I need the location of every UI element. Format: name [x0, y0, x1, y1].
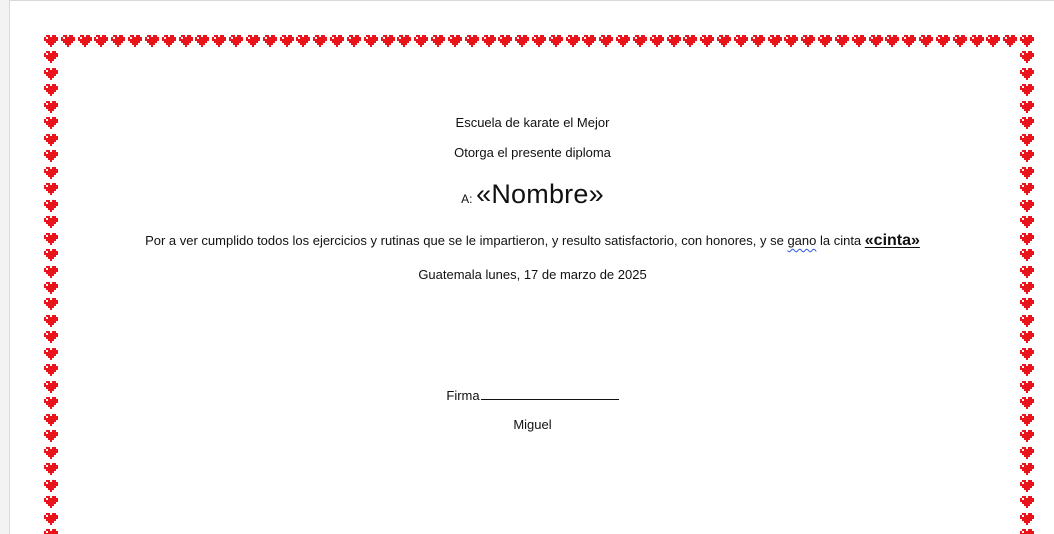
- pixel-heart-icon: [936, 34, 950, 48]
- pixel-heart-icon: [280, 34, 294, 48]
- pixel-heart-icon: [162, 34, 176, 48]
- recipient-prefix: A:: [461, 192, 473, 206]
- pixel-heart-icon: [633, 34, 647, 48]
- pixel-heart-icon: [44, 446, 58, 460]
- pixel-heart-icon: [44, 528, 58, 534]
- pixel-heart-icon: [313, 34, 327, 48]
- pixel-heart-icon: [465, 34, 479, 48]
- pixel-heart-icon: [1003, 34, 1017, 48]
- pixel-heart-icon: [919, 34, 933, 48]
- belt-merge-field[interactable]: «cinta»: [864, 232, 920, 249]
- spelling-flagged-word[interactable]: gano: [787, 233, 817, 248]
- pixel-heart-icon: [482, 34, 496, 48]
- pixel-heart-icon: [1020, 330, 1034, 344]
- pixel-heart-icon: [784, 34, 798, 48]
- pixel-heart-icon: [44, 100, 58, 114]
- recipient-line: [10, 177, 1054, 216]
- pixel-heart-icon: [44, 314, 58, 328]
- pixel-heart-icon: [852, 34, 866, 48]
- pixel-heart-icon: [1020, 363, 1034, 377]
- pixel-heart-icon: [431, 34, 445, 48]
- pixel-heart-icon: [44, 281, 58, 295]
- pixel-heart-icon: [229, 34, 243, 48]
- pixel-heart-icon: [347, 34, 361, 48]
- pixel-heart-icon: [414, 34, 428, 48]
- pixel-heart-icon: [1020, 314, 1034, 328]
- signature-blank: [481, 387, 619, 400]
- pixel-heart-icon: [179, 34, 193, 48]
- pixel-heart-icon: [44, 462, 58, 476]
- pixel-heart-icon: [1020, 83, 1034, 97]
- pixel-heart-icon: [44, 50, 58, 64]
- pixel-heart-icon: [801, 34, 815, 48]
- pixel-heart-icon: [44, 479, 58, 493]
- date-line: Guatemala lunes, 17 de marzo de 2025: [418, 267, 647, 282]
- signature-line: [10, 387, 1054, 404]
- pixel-heart-icon: [515, 34, 529, 48]
- pixel-heart-icon: [768, 34, 782, 48]
- pixel-heart-icon: [1020, 528, 1034, 534]
- pixel-heart-icon: [549, 34, 563, 48]
- pixel-heart-icon: [1020, 281, 1034, 295]
- pixel-heart-icon: [1020, 67, 1034, 81]
- pixel-heart-icon: [78, 34, 92, 48]
- pixel-heart-icon: [195, 34, 209, 48]
- pixel-heart-icon: [1020, 512, 1034, 526]
- pixel-heart-icon: [599, 34, 613, 48]
- pixel-heart-icon: [953, 34, 967, 48]
- pixel-heart-icon: [734, 34, 748, 48]
- reason-paragraph: [10, 231, 1054, 251]
- pixel-heart-icon: [869, 34, 883, 48]
- pixel-heart-icon: [616, 34, 630, 48]
- pixel-heart-icon: [667, 34, 681, 48]
- pixel-heart-icon: [448, 34, 462, 48]
- document-page[interactable]: [9, 0, 1054, 534]
- pixel-heart-icon: [296, 34, 310, 48]
- pixel-heart-icon: [263, 34, 277, 48]
- pixel-heart-icon: [835, 34, 849, 48]
- pixel-heart-icon: [44, 512, 58, 526]
- pixel-heart-icon: [700, 34, 714, 48]
- pixel-heart-icon: [1020, 100, 1034, 114]
- pixel-heart-icon: [885, 34, 899, 48]
- pixel-heart-icon: [44, 495, 58, 509]
- pixel-heart-icon: [818, 34, 832, 48]
- pixel-heart-icon: [397, 34, 411, 48]
- pixel-heart-icon: [111, 34, 125, 48]
- pixel-heart-icon: [44, 363, 58, 377]
- recipient-merge-field[interactable]: «Nombre»: [476, 179, 604, 209]
- pixel-heart-icon: [145, 34, 159, 48]
- pixel-heart-icon: [902, 34, 916, 48]
- grant-statement: Otorga el presente diploma: [454, 145, 611, 160]
- pixel-heart-icon: [44, 34, 58, 48]
- pixel-heart-icon: [1020, 446, 1034, 460]
- pixel-heart-icon: [1020, 215, 1034, 229]
- pixel-heart-icon: [212, 34, 226, 48]
- reason-text-after: la cinta: [816, 233, 865, 248]
- pixel-heart-icon: [683, 34, 697, 48]
- pixel-heart-icon: [986, 34, 1000, 48]
- pixel-heart-icon: [44, 297, 58, 311]
- pixel-heart-icon: [44, 347, 58, 361]
- pixel-heart-icon: [650, 34, 664, 48]
- pixel-heart-icon: [1020, 347, 1034, 361]
- pixel-heart-icon: [1020, 479, 1034, 493]
- signature-label: Firma: [446, 388, 480, 403]
- reason-text-before: Por a ver cumplido todos los ejercicios y rutinas que se le impartieron, y resulto satisfactorio, con honores, y se: [145, 233, 788, 248]
- pixel-heart-icon: [582, 34, 596, 48]
- pixel-heart-icon: [61, 34, 75, 48]
- signer-name: Miguel: [513, 417, 552, 432]
- pixel-heart-icon: [246, 34, 260, 48]
- pixel-heart-icon: [566, 34, 580, 48]
- pixel-heart-icon: [498, 34, 512, 48]
- pixel-heart-icon: [1020, 297, 1034, 311]
- pixel-heart-icon: [44, 83, 58, 97]
- pixel-heart-icon: [94, 34, 108, 48]
- pixel-heart-icon: [751, 34, 765, 48]
- pixel-heart-icon: [1020, 34, 1034, 48]
- pixel-heart-icon: [970, 34, 984, 48]
- pixel-heart-icon: [532, 34, 546, 48]
- pixel-heart-icon: [330, 34, 344, 48]
- pixel-heart-icon: [44, 330, 58, 344]
- pixel-heart-icon: [1020, 50, 1034, 64]
- pixel-heart-icon: [364, 34, 378, 48]
- pixel-heart-icon: [717, 34, 731, 48]
- pixel-heart-icon: [381, 34, 395, 48]
- pixel-heart-icon: [1020, 495, 1034, 509]
- pixel-heart-icon: [1020, 462, 1034, 476]
- pixel-heart-icon: [44, 215, 58, 229]
- pixel-heart-icon: [44, 67, 58, 81]
- school-name: Escuela de karate el Mejor: [455, 115, 610, 130]
- pixel-heart-icon: [128, 34, 142, 48]
